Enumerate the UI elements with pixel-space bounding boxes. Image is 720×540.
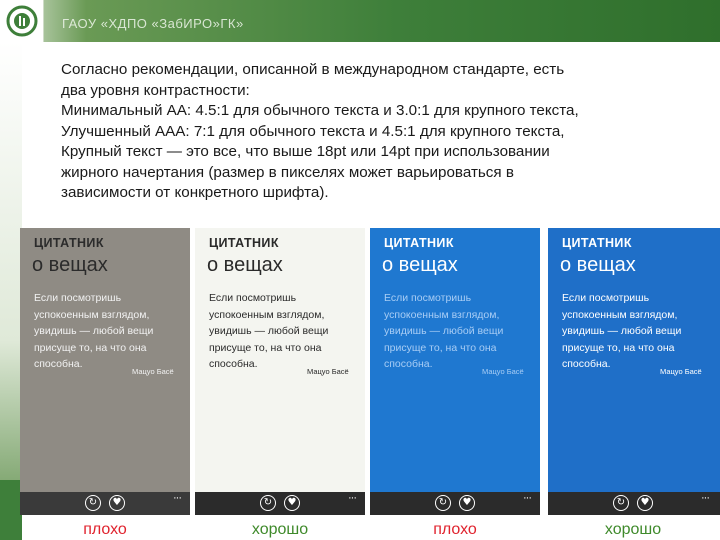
verdict-good: хорошо: [251, 521, 309, 538]
quote-line: способна.: [384, 358, 433, 370]
example-panel-blue-bad: [370, 228, 540, 515]
quote-line: увидишь — любой вещи: [209, 325, 329, 337]
panel-quote: [562, 290, 712, 373]
panel-title: ЦИТАТНИК: [34, 236, 104, 250]
refresh-icon[interactable]: ↻: [260, 495, 276, 511]
panel-quote: [209, 290, 359, 373]
more-icon[interactable]: ···: [523, 492, 531, 504]
panel-author: Мацуо Басё: [482, 367, 524, 376]
app-bar: [548, 492, 720, 515]
more-icon[interactable]: ···: [348, 492, 356, 504]
text-line: Крупный текст — это все, что выше 18pt или 14pt при использовании: [61, 143, 550, 160]
quote-line: увидишь — любой вещи: [34, 325, 154, 337]
quote-line: присуще то, на что она: [384, 341, 497, 354]
panel-quote: [34, 290, 184, 373]
text-line: Улучшенный ААА: 7:1 для обычного текста и 4.5:1 для крупного текста,: [61, 122, 565, 140]
refresh-icon[interactable]: ↻: [85, 495, 101, 511]
example-panel-gray: [20, 228, 190, 515]
quote-line: Если посмотришь: [34, 292, 122, 304]
quote-line: успокоенным взглядом,: [209, 308, 325, 321]
text-line: жирного начертания (размер в пикселях может варьироваться в: [61, 163, 514, 181]
quote-line: Если посмотришь: [209, 292, 297, 304]
text-line: два уровня контрастности:: [61, 81, 250, 99]
verdict-good: хорошо: [604, 521, 662, 538]
text-line: Согласно рекомендации, описанной в международном стандарте, есть: [61, 61, 565, 78]
quote-line: увидишь — любой вещи: [384, 325, 504, 337]
panel-title: ЦИТАТНИК: [562, 236, 632, 250]
quote-line: присуще то, на что она: [562, 341, 675, 354]
logo: [0, 0, 44, 42]
panel-author: Мацуо Басё: [660, 367, 702, 376]
more-icon[interactable]: ···: [701, 492, 709, 504]
panel-title: ЦИТАТНИК: [384, 236, 454, 250]
header-bar: [0, 0, 720, 42]
quote-line: успокоенным взглядом,: [384, 308, 500, 321]
quote-line: способна.: [209, 358, 258, 370]
example-panel-light: [195, 228, 365, 515]
panel-author: Мацуо Басё: [307, 367, 349, 376]
app-bar: [20, 492, 190, 515]
heart-icon[interactable]: ♥: [459, 495, 475, 511]
example-panel-blue-good: [548, 228, 720, 515]
heart-icon[interactable]: ♥: [637, 495, 653, 511]
panel-author: Мацуо Басё: [132, 367, 174, 376]
verdict-bad: плохо: [83, 521, 127, 538]
quote-line: Если посмотришь: [384, 292, 472, 304]
panel-title: ЦИТАТНИК: [209, 236, 279, 250]
refresh-icon[interactable]: ↻: [435, 495, 451, 511]
panel-subtitle: о вещах: [207, 254, 283, 276]
quote-line: способна.: [34, 358, 83, 370]
text-line: Минимальный АА: 4.5:1 для обычного текста и 3.0:1 для крупного текста,: [61, 102, 579, 119]
heart-icon[interactable]: ♥: [284, 495, 300, 511]
quote-line: присуще то, на что она: [209, 341, 322, 354]
left-decor-strip: [0, 42, 22, 540]
main-text: [61, 60, 711, 204]
quote-line: присуще то, на что она: [34, 341, 147, 354]
verdict-bad: плохо: [433, 521, 477, 538]
panel-subtitle: о вещах: [32, 254, 108, 276]
refresh-icon[interactable]: ↻: [613, 495, 629, 511]
heart-icon[interactable]: ♥: [109, 495, 125, 511]
more-icon[interactable]: ···: [173, 492, 181, 504]
left-decor-block: [0, 480, 22, 540]
panel-subtitle: о вещах: [560, 254, 636, 276]
header-title: ГАОУ «ХДПО «ЗабИРО»ГК»: [62, 16, 244, 31]
quote-line: увидишь — любой вещи: [562, 325, 682, 337]
panel-quote: [384, 290, 534, 373]
app-bar: [195, 492, 365, 515]
panel-subtitle: о вещах: [382, 254, 458, 276]
quote-line: способна.: [562, 358, 611, 370]
quote-line: успокоенным взглядом,: [562, 308, 678, 321]
app-bar: [370, 492, 540, 515]
quote-line: успокоенным взглядом,: [34, 308, 150, 321]
quote-line: Если посмотришь: [562, 292, 650, 304]
logo-icon: [5, 4, 39, 38]
text-line: зависимости от конкретного шрифта).: [61, 184, 329, 201]
